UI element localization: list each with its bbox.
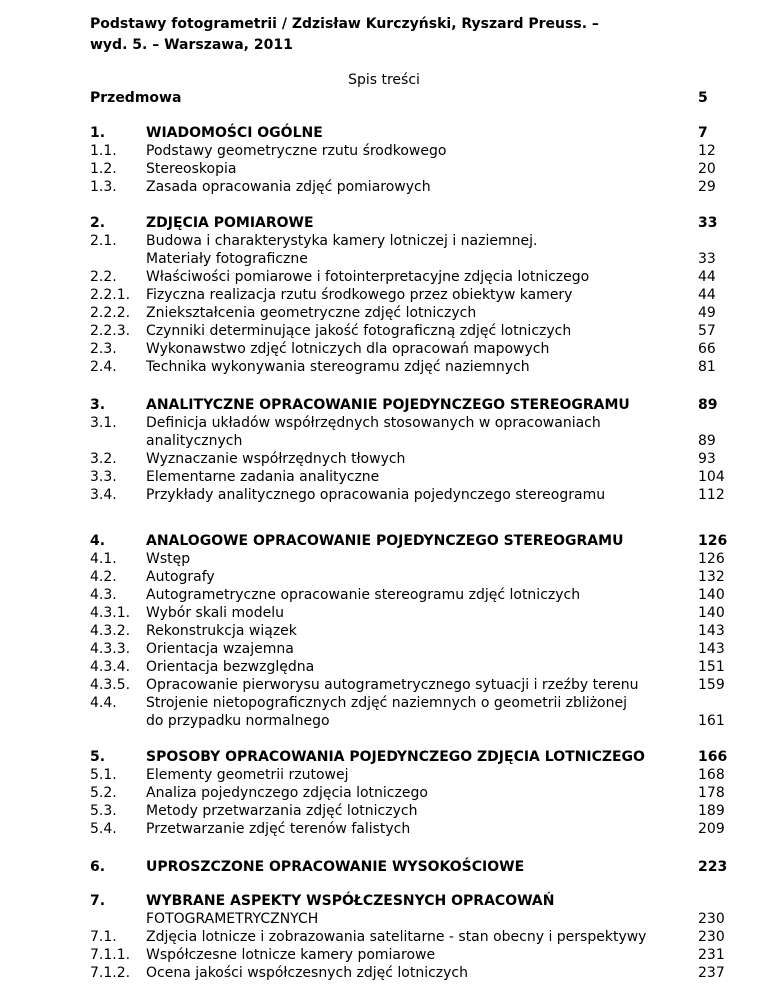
- toc-entry-title: ZDJĘCIA POMIAROWE: [146, 215, 314, 231]
- toc-entry-number: 3.3.: [90, 469, 117, 485]
- toc-entry-title: Orientacja wzajemna: [146, 641, 294, 657]
- toc-entry-title: Właściwości pomiarowe i fotointerpretacyjne zdjęcia lotniczego: [146, 269, 590, 285]
- toc-entry-number: 5.4.: [90, 821, 117, 837]
- toc-entry-number: 7.1.2.: [90, 965, 131, 981]
- toc-chapter-row: [0, 858, 768, 876]
- toc-entry-title: Budowa i charakterystyka kamery lotniczej i naziemnej.: [146, 233, 538, 249]
- toc-entry-title: analitycznych: [146, 433, 243, 449]
- toc-entry-row: [0, 358, 768, 376]
- toc-entry-number: 7.1.: [90, 929, 117, 945]
- toc-entry-page: 161: [698, 713, 725, 729]
- toc-entry-page: 126: [698, 551, 725, 567]
- toc-entry-title: Elementy geometrii rzutowej: [146, 767, 349, 783]
- toc-entry-row: [0, 178, 768, 196]
- toc-entry-row: [0, 586, 768, 604]
- toc-entry-page: 132: [698, 569, 725, 585]
- toc-entry-page: 89: [698, 433, 716, 449]
- toc-entry-number: 5.: [90, 749, 106, 765]
- toc-entry-number: 4.3.2.: [90, 623, 131, 639]
- toc-entry-number: 3.2.: [90, 451, 117, 467]
- toc-entry-row: [0, 946, 768, 964]
- toc-entry-row: [0, 676, 768, 694]
- toc-entry-row: [0, 640, 768, 658]
- toc-entry-row: [0, 432, 768, 450]
- toc-entry-row: [0, 340, 768, 358]
- toc-entry-row: [0, 304, 768, 322]
- toc-entry-number: 7.1.1.: [90, 947, 131, 963]
- toc-entry-page: 230: [698, 929, 725, 945]
- toc-entry-page: 12: [698, 143, 716, 159]
- toc-entry-page: 143: [698, 623, 725, 639]
- toc-entry-row: [0, 486, 768, 504]
- bibliographic-header: [90, 14, 690, 56]
- toc-entry-page: 44: [698, 269, 716, 285]
- toc-entry-row: [0, 964, 768, 982]
- toc-chapter-row: [0, 124, 768, 142]
- toc-entry-page: 151: [698, 659, 725, 675]
- toc-entry-page: 7: [698, 125, 708, 141]
- toc-entry-page: 126: [698, 533, 728, 549]
- toc-entry-title: Podstawy geometryczne rzutu środkowego: [146, 143, 447, 159]
- toc-entry-row: [0, 468, 768, 486]
- toc-entry-row: [0, 160, 768, 178]
- toc-entry-number: 7.: [90, 893, 106, 909]
- toc-entry-number: 4.1.: [90, 551, 117, 567]
- toc-entry-row: [0, 784, 768, 802]
- toc-entry-title: Przetwarzanie zdjęć terenów falistych: [146, 821, 411, 837]
- toc-entry-page: 29: [698, 179, 716, 195]
- toc-entry-title: Opracowanie pierworysu autogrametrycznego sytuacji i rzeźby terenu: [146, 677, 639, 693]
- toc-preface-label: Przedmowa: [90, 90, 182, 106]
- toc-entry-page: 140: [698, 587, 725, 603]
- toc-entry-page: 223: [698, 859, 728, 875]
- toc-entry-title: FOTOGRAMETRYCZNYCH: [146, 911, 319, 927]
- toc-entry-page: 231: [698, 947, 725, 963]
- toc-entry-number: 2.4.: [90, 359, 117, 375]
- toc-entry-number: 4.3.: [90, 587, 117, 603]
- toc-entry-title: Wykonawstwo zdjęć lotniczych dla opracowań mapowych: [146, 341, 550, 357]
- toc-entry-title: ANALITYCZNE OPRACOWANIE POJEDYNCZEGO STEREOGRAMU: [146, 397, 630, 413]
- toc-entry-row: [0, 712, 768, 730]
- toc-entry-title: Zniekształcenia geometryczne zdjęć lotniczych: [146, 305, 477, 321]
- toc-entry-title: Elementarne zadania analityczne: [146, 469, 380, 485]
- toc-entry-page: 143: [698, 641, 725, 657]
- toc-entry-row: [0, 658, 768, 676]
- toc-entry-title: Czynniki determinujące jakość fotograficzną zdjęć lotniczych: [146, 323, 572, 339]
- toc-entry-title: Stereoskopia: [146, 161, 237, 177]
- toc-entry-row: [0, 550, 768, 568]
- toc-entry-number: 1.3.: [90, 179, 117, 195]
- toc-entry-page: 20: [698, 161, 716, 177]
- toc-entry-number: 1.1.: [90, 143, 117, 159]
- toc-chapter-row: [0, 214, 768, 232]
- toc-entry-number: 2.: [90, 215, 106, 231]
- toc-entry-title: WYBRANE ASPEKTY WSPÓŁCZESNYCH OPRACOWAŃ: [146, 893, 555, 909]
- toc-entry-title: UPROSZCZONE OPRACOWANIE WYSOKOŚCIOWE: [146, 859, 525, 875]
- toc-preface-row: [0, 89, 768, 107]
- header-line-2: wyd. 5. – Warszawa, 2011: [90, 37, 293, 53]
- toc-entry-row: [0, 910, 768, 928]
- toc-entry-number: 5.2.: [90, 785, 117, 801]
- toc-entry-title: Strojenie nietopograficznych zdjęć naziemnych o geometrii zbliżonej: [146, 695, 627, 711]
- toc-entry-row: [0, 232, 768, 250]
- toc-entry-title: SPOSOBY OPRACOWANIA POJEDYNCZEGO ZDJĘCIA LOTNICZEGO: [146, 749, 645, 765]
- toc-entry-row: [0, 568, 768, 586]
- toc-entry-title: Przykłady analitycznego opracowania pojedynczego stereogramu: [146, 487, 606, 503]
- toc-chapter-row: [0, 748, 768, 766]
- toc-entry-page: 93: [698, 451, 716, 467]
- toc-entry-page: 89: [698, 397, 718, 413]
- toc-entry-page: 33: [698, 251, 716, 267]
- toc-entry-title: Autogrametryczne opracowanie stereogramu zdjęć lotniczych: [146, 587, 581, 603]
- toc-entry-title: Technika wykonywania stereogramu zdjęć naziemnych: [146, 359, 530, 375]
- toc-entry-page: 230: [698, 911, 725, 927]
- toc-entry-title: Wyznaczanie współrzędnych tłowych: [146, 451, 406, 467]
- toc-entry-title: Zasada opracowania zdjęć pomiarowych: [146, 179, 431, 195]
- toc-entry-title: Orientacja bezwzględna: [146, 659, 315, 675]
- toc-entry-number: 4.: [90, 533, 106, 549]
- toc-entry-number: 6.: [90, 859, 106, 875]
- toc-entry-number: 3.4.: [90, 487, 117, 503]
- toc-title: Spis treści: [348, 72, 420, 88]
- toc-entry-page: 178: [698, 785, 725, 801]
- toc-entry-page: 209: [698, 821, 725, 837]
- toc-entry-title: Ocena jakości współczesnych zdjęć lotniczych: [146, 965, 469, 981]
- toc-entry-title: do przypadku normalnego: [146, 713, 330, 729]
- toc-entry-number: 2.2.2.: [90, 305, 131, 321]
- toc-entry-title: ANALOGOWE OPRACOWANIE POJEDYNCZEGO STEREOGRAMU: [146, 533, 624, 549]
- toc-entry-row: [0, 322, 768, 340]
- toc-entry-row: [0, 450, 768, 468]
- toc-entry-number: 4.3.1.: [90, 605, 131, 621]
- toc-entry-title: Analiza pojedynczego zdjęcia lotniczego: [146, 785, 428, 801]
- toc-entry-row: [0, 414, 768, 432]
- toc-entry-row: [0, 268, 768, 286]
- toc-entry-row: [0, 928, 768, 946]
- toc-entry-number: 1.: [90, 125, 106, 141]
- toc-entry-row: [0, 142, 768, 160]
- toc-entry-number: 4.2.: [90, 569, 117, 585]
- toc-entry-title: Materiały fotograficzne: [146, 251, 308, 267]
- toc-preface-page: 5: [698, 90, 708, 106]
- toc-entry-page: 49: [698, 305, 716, 321]
- toc-entry-page: 81: [698, 359, 716, 375]
- toc-entry-number: 5.3.: [90, 803, 117, 819]
- toc-entry-number: 2.2.: [90, 269, 117, 285]
- toc-entry-page: 166: [698, 749, 728, 765]
- toc-entry-number: 2.2.3.: [90, 323, 131, 339]
- toc-entry-page: 33: [698, 215, 718, 231]
- toc-entry-page: 104: [698, 469, 725, 485]
- toc-entry-title: Fizyczna realizacja rzutu środkowego przez obiektyw kamery: [146, 287, 573, 303]
- toc-entry-page: 66: [698, 341, 716, 357]
- toc-entry-number: 4.3.5.: [90, 677, 131, 693]
- toc-entry-row: [0, 694, 768, 712]
- toc-entry-page: 159: [698, 677, 725, 693]
- toc-entry-row: [0, 820, 768, 838]
- toc-entry-number: 4.3.3.: [90, 641, 131, 657]
- toc-entry-number: 4.3.4.: [90, 659, 131, 675]
- toc-entry-title: Definicja układów współrzędnych stosowanych w opracowaniach: [146, 415, 601, 431]
- toc-entry-title: Zdjęcia lotnicze i zobrazowania satelitarne - stan obecny i perspektywy: [146, 929, 647, 945]
- toc-entry-number: 3.: [90, 397, 106, 413]
- toc-entry-number: 3.1.: [90, 415, 117, 431]
- toc-entry-title: WIADOMOŚCI OGÓLNE: [146, 125, 323, 141]
- toc-entry-title: Wybór skali modelu: [146, 605, 284, 621]
- toc-entry-number: 1.2.: [90, 161, 117, 177]
- toc-entry-page: 112: [698, 487, 725, 503]
- toc-entry-title: Wstęp: [146, 551, 191, 567]
- toc-chapter-row: [0, 532, 768, 550]
- toc-entry-page: 189: [698, 803, 725, 819]
- toc-chapter-row: [0, 892, 768, 910]
- toc-entry-number: 4.4.: [90, 695, 117, 711]
- toc-entry-number: 5.1.: [90, 767, 117, 783]
- header-line-1: Podstawy fotogrametrii / Zdzisław Kurczyński, Ryszard Preuss. –: [90, 16, 599, 32]
- toc-entry-row: [0, 802, 768, 820]
- toc-entry-row: [0, 250, 768, 268]
- toc-entry-page: 57: [698, 323, 716, 339]
- toc-entry-page: 140: [698, 605, 725, 621]
- toc-entry-page: 44: [698, 287, 716, 303]
- toc-chapter-row: [0, 396, 768, 414]
- toc-entry-row: [0, 622, 768, 640]
- toc-entry-page: 168: [698, 767, 725, 783]
- toc-entry-title: Rekonstrukcja wiązek: [146, 623, 297, 639]
- toc-entry-row: [0, 604, 768, 622]
- toc-entry-title: Współczesne lotnicze kamery pomiarowe: [146, 947, 436, 963]
- toc-entry-title: Autografy: [146, 569, 215, 585]
- toc-entry-row: [0, 286, 768, 304]
- toc-entry-page: 237: [698, 965, 725, 981]
- toc-entry-title: Metody przetwarzania zdjęć lotniczych: [146, 803, 418, 819]
- toc-entry-number: 2.2.1.: [90, 287, 131, 303]
- toc-entry-number: 2.1.: [90, 233, 117, 249]
- toc-entry-row: [0, 766, 768, 784]
- toc-entry-number: 2.3.: [90, 341, 117, 357]
